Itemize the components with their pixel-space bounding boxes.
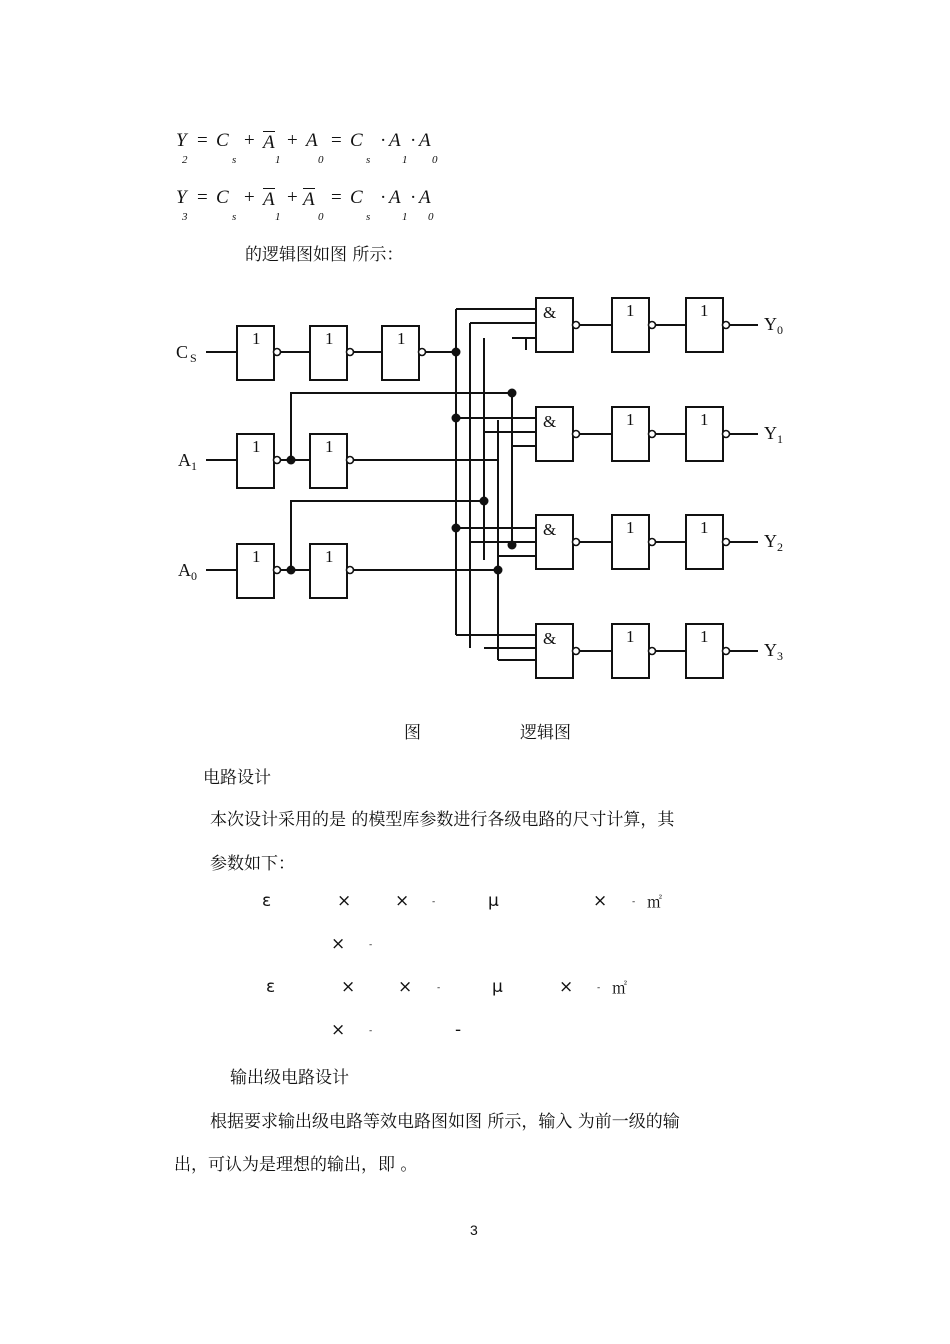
gate-label: 1 <box>700 518 709 537</box>
output-label-y3: Y <box>764 640 777 660</box>
param-minus: - <box>369 1026 373 1036</box>
param-unit: ㎡ <box>647 893 663 911</box>
input-label-a0-sub: 0 <box>191 569 197 583</box>
input-label-a1-sub: 1 <box>191 459 197 473</box>
paragraph-1-line-2: 参数如下： <box>210 854 295 874</box>
figure-caption-title: 逻辑图 <box>520 723 571 743</box>
eq-y2-dot2: · <box>410 130 417 151</box>
output-label-y2-sub: 2 <box>777 540 783 554</box>
eq-y3-lhs: Y <box>176 187 187 208</box>
and-label: & <box>543 303 557 322</box>
gate-label: 1 <box>700 410 709 429</box>
eq-y2-a0: A <box>306 130 318 151</box>
param-minus: - <box>597 983 601 993</box>
param-times: × <box>331 1020 346 1040</box>
param-times: × <box>593 891 608 911</box>
gate-label: 1 <box>325 547 334 566</box>
eq-y2-plus2: + <box>287 130 298 151</box>
param-unit: ㎡ <box>612 979 628 997</box>
figure-caption-label: 图 <box>404 723 421 743</box>
param-times: × <box>337 891 352 911</box>
param-minus: - <box>437 983 441 993</box>
eq-y2-c: C <box>216 130 229 151</box>
gate-label: 1 <box>252 437 261 456</box>
eq-y2-lhs-sub: 2 <box>182 154 188 166</box>
param-minus: - <box>632 897 636 907</box>
gate-label: 1 <box>252 329 261 348</box>
eq-y3-equals2: = <box>331 187 342 208</box>
gate-label: 1 <box>626 410 635 429</box>
gate-label: 1 <box>397 329 406 348</box>
gate-label: 1 <box>626 301 635 320</box>
param-epsilon: ε <box>262 891 272 911</box>
paragraph-2-line-2: 出，可认为是理想的输出，即 。 <box>174 1155 418 1175</box>
eq-y2-sub-s: s <box>232 154 237 166</box>
eq-y3-a0b: A <box>419 187 431 208</box>
gate-label: 1 <box>626 627 635 646</box>
param-times: × <box>395 891 410 911</box>
page-number: 3 <box>470 1222 478 1238</box>
eq-y2-dot1: · <box>380 130 387 151</box>
param-times: × <box>331 934 346 954</box>
eq-y2-sub-0b: 0 <box>432 154 438 166</box>
input-label-a1: A <box>178 450 191 470</box>
output-label-y2: Y <box>764 531 777 551</box>
output-label-y0-sub: 0 <box>777 323 783 337</box>
eq-y3-sub-1: 1 <box>275 211 281 223</box>
eq-y3-a1-bar: A <box>263 189 275 210</box>
eq-y3-lhs-sub: 3 <box>182 211 188 223</box>
eq-y2-a1b: A <box>389 130 401 151</box>
eq-y3-plus2: + <box>287 187 298 208</box>
eq-y3-sub-s2: s <box>366 211 371 223</box>
eq-y2-c2: C <box>350 130 363 151</box>
gate-label: 1 <box>700 301 709 320</box>
param-minus: - <box>432 897 436 907</box>
eq-y2-sub-0: 0 <box>318 154 324 166</box>
eq-y3-sub-0: 0 <box>318 211 324 223</box>
param-times: × <box>341 977 356 997</box>
param-mu: μ <box>492 977 503 997</box>
output-label-y1: Y <box>764 423 777 443</box>
eq-y2-a1-bar: A <box>263 132 275 153</box>
input-label-cs-sub: S <box>190 351 197 365</box>
eq-y2-lhs: Y <box>176 130 187 151</box>
eq-y2-plus1: + <box>244 130 255 151</box>
eq-y3-c: C <box>216 187 229 208</box>
eq-y2-a0b: A <box>419 130 431 151</box>
eq-y2-equals2: = <box>331 130 342 151</box>
eq-y2-sub-1: 1 <box>275 154 281 166</box>
eq-y3-plus1: + <box>244 187 255 208</box>
gate-label: 1 <box>626 518 635 537</box>
and-label: & <box>543 412 557 431</box>
eq-y3-c2: C <box>350 187 363 208</box>
eq-y2-sub-1b: 1 <box>402 154 408 166</box>
section-heading-output: 输出级电路设计 <box>230 1068 349 1088</box>
param-times: × <box>398 977 413 997</box>
gate-label: 1 <box>325 329 334 348</box>
param-epsilon: ε <box>266 977 276 997</box>
eq-y2-equals: = <box>197 130 208 151</box>
gate-label: 1 <box>700 627 709 646</box>
diagram-intro-text: 的逻辑图如图 所示： <box>245 245 404 265</box>
eq-y3-dot2: · <box>410 187 417 208</box>
input-label-a0: A <box>178 560 191 580</box>
gate-label: 1 <box>325 437 334 456</box>
and-label: & <box>543 520 557 539</box>
param-mu: μ <box>488 891 499 911</box>
section-heading-circuit: 电路设计 <box>203 768 271 788</box>
eq-y3-equals: = <box>197 187 208 208</box>
param-times: × <box>559 977 574 997</box>
eq-y3-sub-1b: 1 <box>402 211 408 223</box>
eq-y3-a1b: A <box>389 187 401 208</box>
output-label-y3-sub: 3 <box>777 649 783 663</box>
output-label-y0: Y <box>764 314 777 334</box>
paragraph-2-line-1: 根据要求输出级电路等效电路图如图 所示，输入 为前一级的输 <box>210 1112 680 1132</box>
eq-y3-dot1: · <box>380 187 387 208</box>
input-label-cs: C <box>176 342 189 362</box>
eq-y3-a0-bar: A <box>303 189 315 210</box>
param-dash: - <box>455 1020 462 1040</box>
gate-label: 1 <box>252 547 261 566</box>
and-label: & <box>543 629 557 648</box>
output-label-y1-sub: 1 <box>777 432 783 446</box>
eq-y3-sub-s: s <box>232 211 237 223</box>
paragraph-1-line-1: 本次设计采用的是 的模型库参数进行各级电路的尺寸计算，其 <box>210 810 675 830</box>
param-minus: - <box>369 940 373 950</box>
eq-y3-sub-0b: 0 <box>428 211 434 223</box>
eq-y2-sub-s2: s <box>366 154 371 166</box>
